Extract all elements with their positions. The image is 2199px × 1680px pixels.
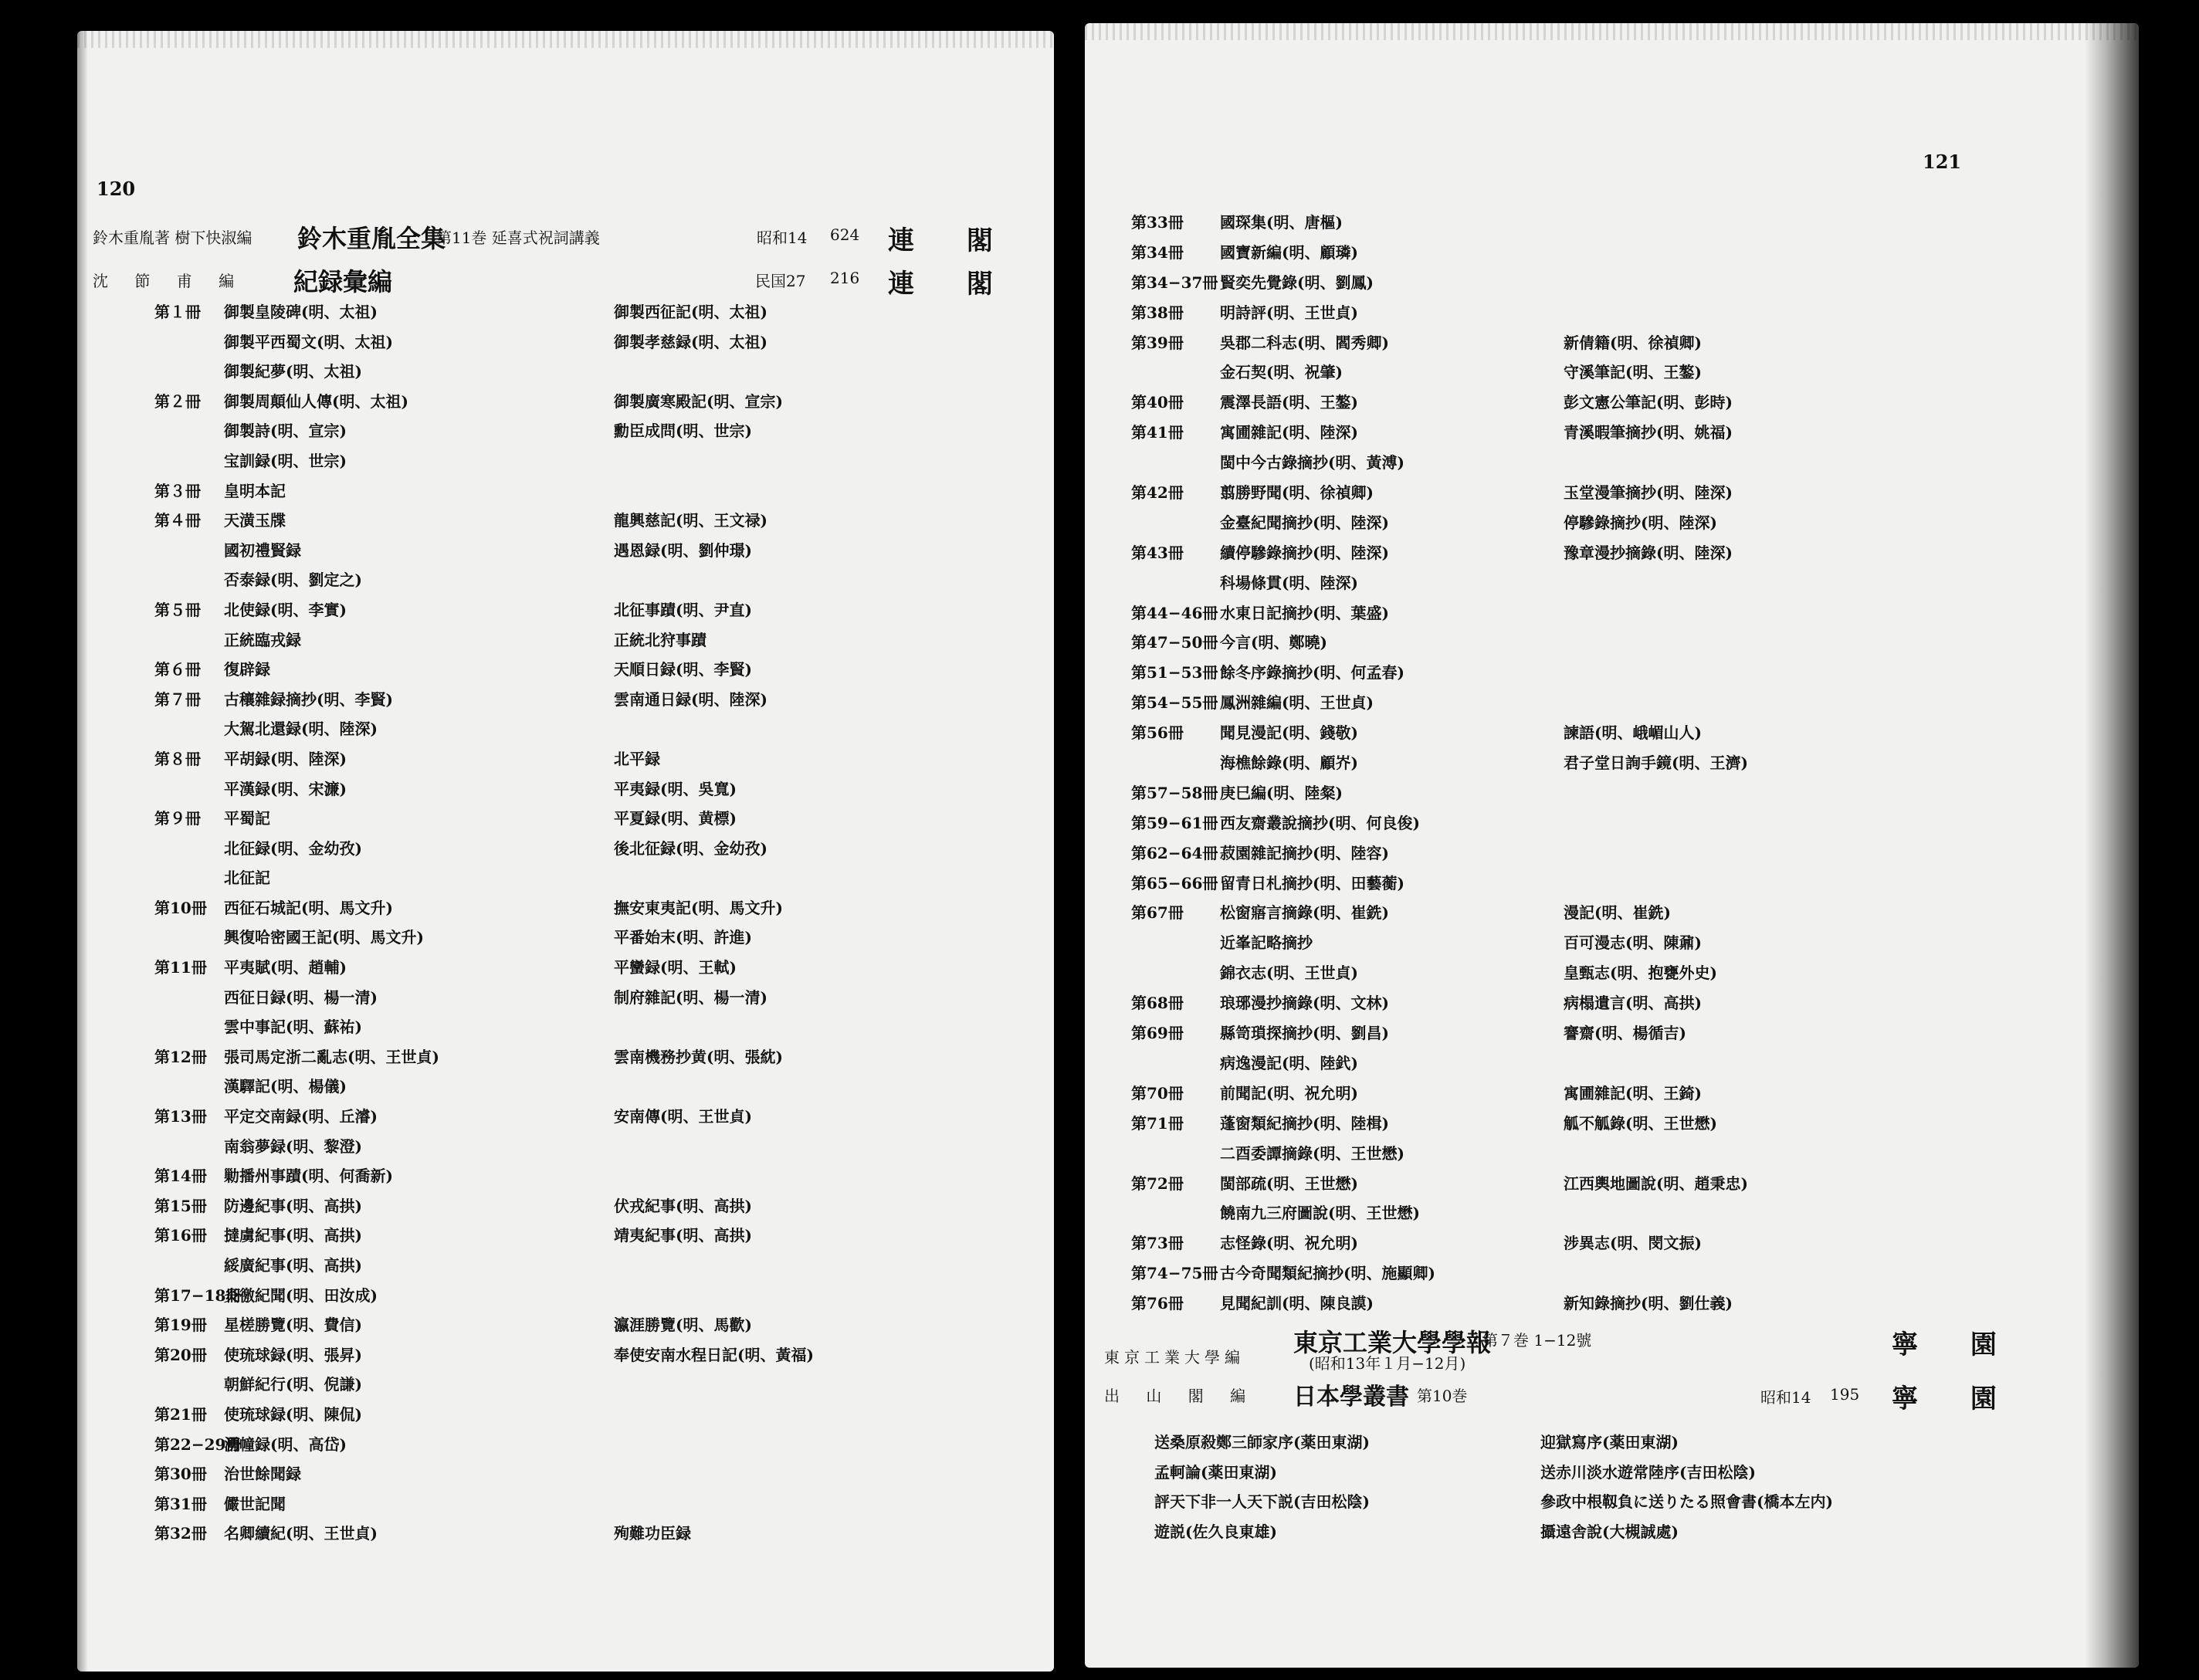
entry-row [154,777,1004,807]
entry-title-second: 玉堂漫筆摘抄(明、陸深) [1564,483,1733,503]
entry-row [154,1402,1004,1432]
entry-title: 御製詩(明、宣宗) [224,422,347,441]
volume-label: 第12冊 [154,1047,207,1066]
entry-title: 明詩評(明、王世貞) [1220,303,1358,322]
entry-title: 國琛集(明、唐樞) [1220,213,1343,232]
entry-row [1131,1021,2058,1051]
volume-label: 第20冊 [154,1345,207,1364]
entry-row [154,508,1004,538]
entry-title: 平漢録(明、宋濂) [224,779,347,798]
volume-label: 第11冊 [154,958,207,977]
volume-label: 第65−66冊 [1131,873,1218,892]
header3-volume: 第７巻 1−12號 [1482,1331,1592,1350]
entry-title-second: 瀛涯勝覽(明、馬歡) [614,1316,752,1335]
entry-title: 平胡録(明、陸深) [224,749,347,768]
entry-title-second: 北平録 [614,749,660,768]
entry-title: 金石契(明、祝肇) [1220,363,1343,382]
entry-title-second: 御製廣寒殿記(明、宣宗) [614,391,783,411]
volume-label: 第７冊 [154,689,201,709]
entry-row [1131,571,2058,601]
entry-title: 評天下非一人天下説(吉田松陰) [1154,1492,1370,1511]
header4-title: 日本學叢書 [1293,1384,1409,1411]
entry-row [154,389,1004,419]
entry-title: 正統臨戎録 [224,630,301,649]
entry-title: 星槎勝覽(明、費信) [224,1316,362,1335]
entry-title-second: 百可漫志(明、陳鼐) [1564,933,1702,953]
entry-row [1131,1051,2058,1081]
entry-title-second: 雲南通日録(明、陸深) [614,689,767,709]
entry-row [1131,781,2058,811]
entry-title: 前聞記(明、祝允明) [1220,1083,1358,1102]
volume-label: 第47−50冊 [1131,633,1218,652]
entry-title: 防邊紀事(明、高拱) [224,1196,362,1215]
entry-row [154,1492,1004,1522]
entry-row [154,598,1004,628]
volume-label: 第71冊 [1131,1113,1184,1133]
entry-title: 翦勝野聞(明、徐禎卿) [1220,483,1374,503]
entry-row [154,1014,1004,1045]
entry-title-second: 正統北狩事蹟 [614,630,706,649]
entry-title: 炎徼紀聞(明、田汝成) [224,1285,378,1305]
entry-title-second: 奉使安南水程日記(明、黃福) [614,1345,814,1364]
header2-author: 沈 節 甫 編 [93,272,246,290]
entry-title: 勦播州事蹟(明、何喬新) [224,1167,393,1186]
entry-row [154,1163,1004,1194]
entry-title: 賢奕先覺錄(明、劉鳳) [1220,273,1374,292]
entry-row [154,747,1004,777]
header4-author: 出 山 閣 編 [1104,1387,1257,1405]
volume-label: 第33冊 [1131,213,1184,232]
entry-title-second: 平蠻録(明、王軾) [614,958,737,977]
scan-noise [77,31,1054,48]
entry-row [1154,1430,2081,1460]
volume-label: 第41冊 [1131,423,1184,442]
page-edge-shadow [2085,23,2139,1668]
volume-label: 第51−53冊 [1131,663,1218,682]
entry-row [154,1134,1004,1164]
entry-row [154,330,1004,360]
entry-row [154,628,1004,658]
volume-label: 第62−64冊 [1131,843,1218,862]
entry-row [1131,811,2058,841]
header4-publisher: 寧 園 [1892,1384,2018,1414]
entry-title-second: 皇甄志(明、抱甕外史) [1564,964,1717,983]
entry-title-second: 靖夷紀事(明、高拱) [614,1226,752,1245]
entry-row [154,1074,1004,1104]
page-shadow [77,31,88,1672]
entry-title: 見聞紀訓(明、陳良謨) [1220,1294,1374,1313]
entry-title-second: 安南傳(明、王世貞) [614,1107,752,1126]
entry-row [1131,960,2058,991]
entry-row [1154,1460,2081,1490]
entry-row [154,418,1004,449]
entry-title: 名卿續紀(明、王世貞) [224,1524,378,1543]
entry-row [1131,240,2058,270]
entry-row [1131,1171,2058,1201]
entry-title: 古穰雜録摘抄(明、李賢) [224,689,393,709]
entry-row [1131,450,2058,480]
entry-title: 國初禮賢録 [224,540,301,560]
entry-title: 菽園雜記摘抄(明、陸容) [1220,843,1389,862]
entry-title: 寓圃雜記(明、陸深) [1220,423,1358,442]
entry-title-second: 觚不觚錄(明、王世懋) [1564,1113,1717,1133]
entry-title: 留青日札摘抄(明、田藝蘅) [1220,873,1404,892]
entry-row [1131,1111,2058,1141]
volume-label: 第39冊 [1131,333,1184,352]
entry-row [154,716,1004,747]
entry-title: 鳳洲雜編(明、王世貞) [1220,693,1374,713]
entry-title-second: 攝遠舎說(大槻誠處) [1540,1522,1679,1541]
header1-author: 鈴木重胤著 樹下快淑編 [93,229,252,247]
header3-title: 東京工業大學學報 [1293,1328,1492,1357]
entry-title-second: 江西輿地圖說(明、趙秉忠) [1564,1174,1748,1193]
entry-title: 撻虜紀事(明、高拱) [224,1226,362,1245]
entry-title: 聞見漫記(明、錢敬) [1220,723,1358,743]
entry-title: 震澤長語(明、王鏊) [1220,393,1358,412]
entry-title-second: 謇齋(明、楊循吉) [1564,1024,1686,1043]
entry-title: 孟軻論(薬田東湖) [1154,1462,1277,1482]
volume-label: 第56冊 [1131,723,1184,743]
entry-row [1131,720,2058,750]
header2-count: 216 [830,269,860,287]
volume-label: 第３冊 [154,481,201,500]
entry-row [154,1372,1004,1402]
entry-row [154,479,1004,509]
volume-label: 第19冊 [154,1316,207,1335]
header3-publisher: 寧 園 [1892,1329,2018,1360]
volume-label: 第34−37冊 [1131,273,1218,292]
volume-label: 第17−18冊 [154,1285,242,1305]
header1-date: 昭和14 [757,229,808,247]
volume-label: 第43冊 [1131,543,1184,562]
volume-label: 第38冊 [1131,303,1184,322]
volume-label: 第40冊 [1131,393,1184,412]
entry-row [1131,1201,2058,1231]
entry-title-second: 青溪暇筆摘抄(明、姚福) [1564,423,1733,442]
entry-title: 治世餘聞録 [224,1465,301,1484]
entry-row [1131,330,2058,361]
entry-row [154,865,1004,896]
entry-row [1131,660,2058,690]
volume-label: 第31冊 [154,1494,207,1513]
entry-title-second: 豫章漫抄摘錄(明、陸深) [1564,543,1733,562]
entry-row [154,1194,1004,1224]
volume-label: 第21冊 [154,1404,207,1424]
entry-row [1131,1291,2058,1321]
entry-title: 天潢玉牒 [224,511,286,530]
entry-title: 吳郡二科志(明、閻秀卿) [1220,333,1389,352]
entry-title-second: 御製孝慈録(明、太祖) [614,332,767,351]
entry-row [1131,871,2058,901]
entry-title: 北使録(明、李實) [224,600,347,619]
entry-title-second: 平番始末(明、許進) [614,928,752,947]
entry-title: 科場條貫(明、陸深) [1220,573,1358,592]
entry-title-second: 寓圃雜記(明、王錡) [1564,1083,1702,1102]
header4-volume: 第10巻 [1417,1387,1468,1405]
entry-title-second: 撫安東夷記(明、馬文升) [614,898,783,917]
entry-title: 御製周顛仙人傳(明、太祖) [224,391,408,411]
header4-count: 195 [1830,1385,1860,1404]
volume-label: 第９冊 [154,809,201,828]
entry-title-second: 新倩籍(明、徐禎卿) [1564,333,1702,352]
entry-row [1131,1261,2058,1291]
entry-title-second: 迎獄寫序(薬田東湖) [1540,1433,1679,1451]
entry-title: 使琉球録(明、張昇) [224,1345,362,1364]
entry-row [154,925,1004,955]
entry-title-second: 涉異志(明、閔文振) [1564,1234,1702,1253]
entry-row [154,1432,1004,1462]
entry-title-second: 守溪筆記(明、王鏊) [1564,363,1702,382]
volume-label: 第５冊 [154,600,201,619]
entry-title: 漢驛記(明、楊儀) [224,1077,347,1096]
entry-row [154,896,1004,926]
entry-title: 水東日記摘抄(明、葉盛) [1220,603,1389,622]
entry-title-second: 天順日録(明、李賢) [614,660,752,679]
entry-title: 西友齋叢說摘抄(明、何良俊) [1220,813,1420,832]
header2-title: 紀録彙編 [293,267,393,296]
header1-volume: 第11巻 延喜式祝詞講義 [436,229,600,247]
entry-title: 北征記 [224,869,270,888]
entry-title-second: 君子堂日詢手鏡(明、王濟) [1564,754,1748,773]
entry-title: 湧幢録(明、高岱) [224,1434,347,1454]
entry-title: 興復哈密國王記(明、馬文升) [224,928,424,947]
jp-entry-list [1154,1430,2081,1549]
entry-title-second: 殉難功臣録 [614,1524,691,1543]
entry-title: 宝訓録(明、世宗) [224,451,347,470]
entry-row [154,806,1004,836]
entry-title: 西征石城記(明、馬文升) [224,898,393,917]
entry-title: 平夷賦(明、趙輔) [224,958,347,977]
entry-title: 送桑原殺鄭三師家序(薬田東湖) [1154,1433,1370,1451]
entry-row [1131,750,2058,781]
volume-label: 第59−61冊 [1131,813,1218,832]
entry-row [154,955,1004,985]
volume-label: 第42冊 [1131,483,1184,503]
header1-count: 624 [830,225,860,244]
volume-label: 第74−75冊 [1131,1264,1218,1283]
entry-title: 遊説(佐久良東雄) [1154,1522,1277,1541]
volume-label: 第22−29冊 [154,1434,242,1454]
entry-title: 病逸漫記(明、陸釴) [1220,1053,1358,1072]
entry-title: 閩部疏(明、王世懋) [1220,1174,1358,1193]
entry-row [1131,270,2058,300]
right-entry-list [1131,210,2058,1321]
entry-title: 庚巳編(明、陸粲) [1220,783,1343,802]
left-entry-list [154,300,1004,1551]
entry-row [154,985,1004,1015]
entry-title: 西征日録(明、楊一清) [224,987,378,1007]
entry-title: 古今奇聞類紀摘抄(明、施顯卿) [1220,1264,1435,1283]
volume-label: 第34冊 [1131,242,1184,262]
entry-title: 續停驂錄摘抄(明、陸深) [1220,543,1389,562]
entry-title-second: 平夷録(明、吳寬) [614,779,737,798]
entry-title: 儼世記聞 [224,1494,286,1513]
entry-title-second: 北征事蹟(明、尹直) [614,600,752,619]
volume-label: 第16冊 [154,1226,207,1245]
header1-publisher: 連 閣 [888,225,1015,256]
entry-title: 北征録(明、金幼孜) [224,838,362,858]
entry-row [1154,1519,2081,1550]
entry-row [1131,540,2058,571]
entry-row [1131,480,2058,510]
entry-row [154,836,1004,866]
entry-title: 松窗寤言摘錄(明、崔銑) [1220,903,1389,923]
entry-title-second: 龍興慈記(明、王文禄) [614,511,767,530]
volume-label: 第１冊 [154,303,201,321]
volume-label: 第44−46冊 [1131,603,1218,622]
entry-title-second: 伏戎紀事(明、高拱) [614,1196,752,1215]
entry-title-second: 病榻遺言(明、高拱) [1564,994,1702,1013]
entry-title: 御製平西蜀文(明、太祖) [224,332,393,351]
entry-row [1131,690,2058,720]
entry-title: 金臺紀聞摘抄(明、陸深) [1220,513,1389,532]
entry-title-second: 後北征録(明、金幼孜) [614,838,767,858]
entry-row [1131,900,2058,930]
entry-title: 志怪錄(明、祝允明) [1220,1234,1358,1253]
entry-title: 使琉球録(明、陳侃) [224,1404,362,1424]
entry-title: 國寶新編(明、顧璘) [1220,242,1358,262]
entry-row [154,1223,1004,1253]
header1-title: 鈴木重胤全集 [297,224,446,253]
entry-title-second: 遇恩録(明、劉仲璟) [614,540,752,560]
entry-title: 南翁夢録(明、黎澄) [224,1136,362,1156]
entry-row [1131,1141,2058,1171]
volume-label: 第13冊 [154,1107,207,1126]
entry-title-second: 制府雜記(明、楊一清) [614,987,767,1007]
entry-row [154,300,1004,330]
page-number-right: 121 [1923,151,1962,173]
volume-label: 第６冊 [154,660,201,679]
volume-label: 第14冊 [154,1167,207,1186]
entry-title: 二酉委譚摘錄(明、王世懋) [1220,1143,1404,1163]
entry-row [154,657,1004,687]
entry-title-second: 送赤川淡水遊常陸序(吉田松陰) [1540,1462,1756,1482]
header2-publisher: 連 閣 [888,269,1015,300]
entry-row [1131,601,2058,631]
entry-row [1131,300,2058,330]
entry-title-second: 彭文憲公筆記(明、彭時) [1564,393,1733,412]
entry-row [154,1253,1004,1283]
entry-title: 否泰録(明、劉定之) [224,571,362,590]
entry-title: 張司馬定浙二亂志(明、王世貞) [224,1047,439,1066]
entry-row [1131,841,2058,871]
entry-title: 縣笥瑣探摘抄(明、劉昌) [1220,1024,1389,1043]
entry-title-second: 漫記(明、崔銑) [1564,903,1671,923]
entry-title: 大駕北還録(明、陸深) [224,720,378,739]
entry-row [1131,1231,2058,1261]
volume-label: 第４冊 [154,511,201,530]
entry-row [1131,510,2058,540]
volume-label: 第10冊 [154,898,207,917]
volume-label: 第15冊 [154,1196,207,1215]
entry-title: 皇明本記 [224,481,286,500]
volume-label: 第70冊 [1131,1083,1184,1102]
entry-title-second: 御製西征記(明、太祖) [614,303,767,321]
volume-label: 第８冊 [154,749,201,768]
entry-title: 平蜀記 [224,809,270,828]
header2-date: 民国27 [755,272,806,290]
entry-title: 御製紀夢(明、太祖) [224,362,362,381]
entry-title: 餘冬序錄摘抄(明、何孟春) [1220,663,1404,682]
entry-title: 綏廣紀事(明、高拱) [224,1256,362,1275]
entry-title: 今言(明、鄭曉) [1220,633,1327,652]
volume-label: 第32冊 [154,1524,207,1543]
entry-title: 閩中今古錄摘抄(明、黃溥) [1220,453,1404,472]
entry-title: 復辟録 [224,660,270,679]
entry-title: 近峯記略摘抄 [1220,933,1313,953]
volume-label: 第30冊 [154,1465,207,1484]
entry-title: 朝鮮紀行(明、倪謙) [224,1375,362,1394]
header4-date: 昭和14 [1760,1388,1811,1407]
volume-label: 第72冊 [1131,1174,1184,1193]
entry-row [1131,210,2058,240]
entry-title-second: 雲南機務抄黄(明、張紞) [614,1047,783,1066]
entry-title: 錦衣志(明、王世貞) [1220,964,1358,983]
entry-row [154,567,1004,598]
volume-label: 第69冊 [1131,1024,1184,1043]
entry-title-second: 諫語(明、峨嵋山人) [1564,723,1702,743]
volume-label: 第76冊 [1131,1294,1184,1313]
entry-title-second: 停驂錄摘抄(明、陸深) [1564,513,1717,532]
entry-title: 雲中事記(明、蘇祐) [224,1018,362,1037]
volume-label: 第67冊 [1131,903,1184,923]
entry-row [1131,930,2058,960]
entry-title: 饒南九三府圖說(明、王世懋) [1220,1204,1420,1223]
entry-row [1131,1081,2058,1111]
entry-row [154,1462,1004,1492]
entry-row [1131,630,2058,660]
entry-row [154,1045,1004,1075]
volume-label: 第57−58冊 [1131,783,1218,802]
header3-author: 東京工業大學編 [1104,1348,1245,1367]
entry-row [154,1343,1004,1373]
entry-title: 海樵餘錄(明、顧岕) [1220,754,1358,773]
entry-row [1131,360,2058,390]
entry-row [1131,991,2058,1021]
volume-label: 第68冊 [1131,994,1184,1013]
entry-row [154,1521,1004,1551]
entry-title-second: 新知錄摘抄(明、劉仕義) [1564,1294,1733,1313]
entry-title: 御製皇陵碑(明、太祖) [224,303,378,321]
scan-noise [1085,23,2139,40]
entry-title: 琅琊漫抄摘錄(明、文林) [1220,994,1389,1013]
volume-label: 第73冊 [1131,1234,1184,1253]
entry-title-second: 平夏録(明、黄標) [614,809,737,828]
entry-row [154,1283,1004,1313]
entry-row [1131,420,2058,450]
header3-subtitle: (昭和13年１月−12月) [1309,1354,1466,1373]
entry-row [154,538,1004,568]
entry-title-second: 勳臣成問(明、世宗) [614,422,752,441]
entry-row [154,1312,1004,1343]
entry-title: 平定交南録(明、丘濬) [224,1107,378,1126]
left-page [77,31,1054,1672]
entry-row [1154,1489,2081,1519]
entry-row [154,687,1004,717]
page-number-left: 120 [97,178,136,200]
entry-row [154,449,1004,479]
volume-label: 第２冊 [154,391,201,411]
right-page [1085,23,2139,1668]
entry-row [154,1104,1004,1134]
entry-row [154,359,1004,389]
entry-row [1131,390,2058,420]
entry-title-second: 參政中根靱負に送りたる照會書(橋本左内) [1540,1492,1833,1511]
volume-label: 第54−55冊 [1131,693,1218,713]
entry-title: 蓬窗類紀摘抄(明、陸楫) [1220,1113,1389,1133]
